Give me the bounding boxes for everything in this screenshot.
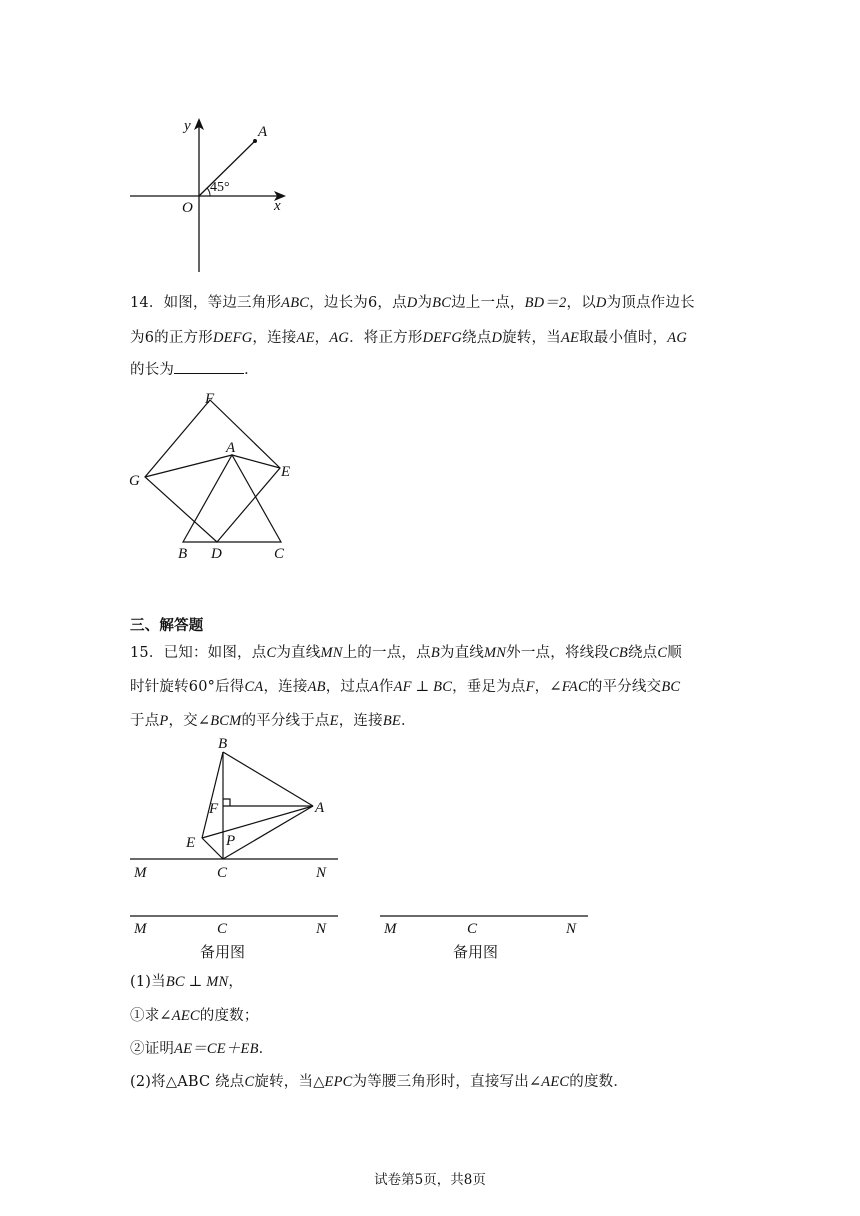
label-n: N [316,921,327,937]
q15-line2: 时针旋转60°后得CA，连接AB，过点A作AF ⊥ BC，垂足为点F，∠FAC的平分线交BC [130,679,681,695]
square-defg [145,400,280,542]
label-e: E [281,464,291,480]
q15-sub2: ②证明AE＝CE＋EB． [130,1041,274,1057]
label-m: M [384,921,397,937]
label-c: C [274,546,285,562]
q14-line2: 为6的正方形DEFG，连接AE，AG．将正方形DEFG绕点D旋转，当AE取最小值时，AG [130,330,687,346]
answer-blank[interactable] [174,359,244,374]
figure-13-axes [120,110,300,280]
label-y: y [184,118,191,134]
segment-be [202,752,223,838]
spare-caption-2: 备用图 [453,943,499,961]
triangle-abc [183,455,281,542]
label-m: M [134,921,147,937]
label-c: C [217,921,228,937]
label-a: A [315,800,325,816]
label-angle: 45° [210,180,230,195]
label-a: A [258,124,268,140]
label-a: A [226,440,236,456]
label-b: B [218,736,228,752]
q14-line3: 的长为 ． [130,358,259,379]
spare-figure-1 [125,905,345,937]
q15-part1: (1)当BC ⊥ MN， [130,974,244,990]
right-angle-mark [223,799,230,806]
label-n: N [566,921,577,937]
label-m: M [134,865,147,881]
segment-ba [223,752,313,806]
segment-ec [202,838,223,859]
segment-ag [145,455,232,477]
q15-line1: 15．已知：如图，点C为直线MN上的一点，点B为直线MN外一点，将线段CB绕点C顺 [130,645,682,661]
label-o: O [182,200,193,216]
page-footer: 试卷第5页，共8页 [374,1172,486,1188]
label-d: D [211,546,222,562]
label-c: C [217,865,228,881]
figure-14-triangle-square [120,385,310,565]
q15-line3: 于点P，交∠BCM的平分线于点E，连接BE． [130,713,416,729]
label-f: F [205,391,215,407]
label-b: B [178,546,188,562]
q15-part2: (2)将△ABC 绕点C旋转，当△EPC为等腰三角形时，直接写出∠AEC的度数． [130,1074,629,1090]
segment-ca [223,806,313,859]
label-n: N [316,865,327,881]
label-x: x [274,198,281,214]
section-heading: 三、解答题 [130,617,204,634]
label-p: P [226,833,236,849]
label-e: E [186,835,196,851]
q15-sub1: ①求∠AEC的度数； [130,1008,259,1024]
q14-line1: 14．如图，等边三角形ABC，边长为6，点D为BC边上一点，BD＝2，以D为顶点作边长 [130,295,695,311]
label-g: G [129,473,140,489]
label-f: F [209,801,219,817]
spare-caption-1: 备用图 [200,943,246,961]
point-a [253,139,257,143]
label-c: C [467,921,478,937]
segment-ea [202,806,313,838]
figure-15-main [125,732,345,884]
spare-figure-2 [375,905,595,937]
